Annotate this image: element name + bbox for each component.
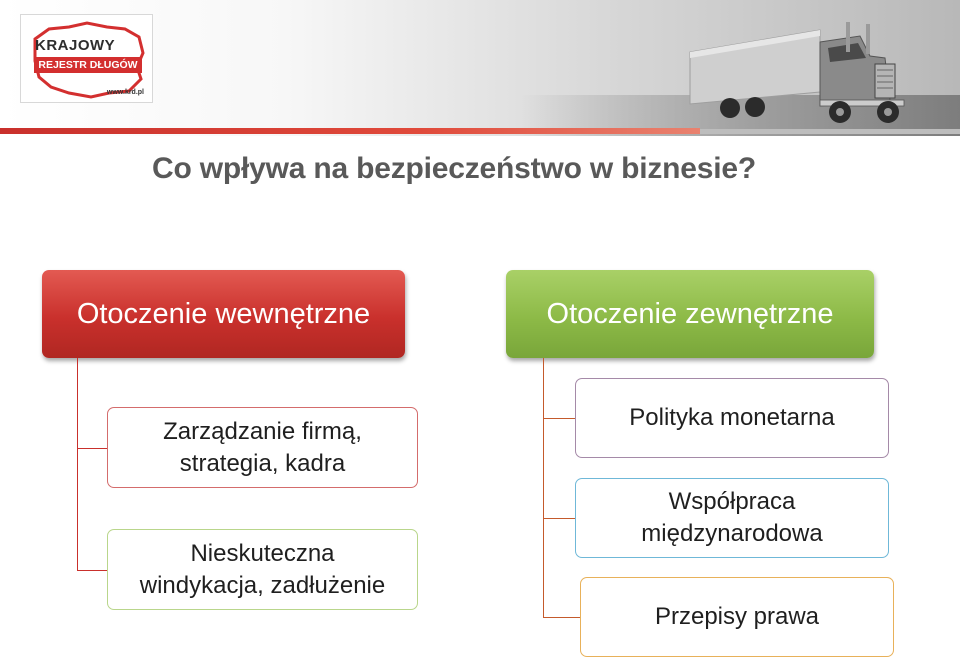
right-connector-2 (543, 518, 575, 519)
left-connector-vertical (77, 358, 78, 570)
internal-item-debt-collection (107, 529, 418, 610)
krd-logo (20, 14, 153, 103)
item-line: międzynarodowa (641, 520, 823, 547)
logo-text-top: KRAJOWY (35, 37, 116, 54)
item-line: Współpraca (668, 488, 796, 515)
right-connector-1 (543, 418, 575, 419)
gray-divider-line (700, 129, 960, 134)
internal-item-management (107, 407, 418, 488)
item-line: windykacja, zadłużenie (139, 571, 386, 599)
item-line: Polityka monetarna (629, 404, 835, 431)
external-item-monetary-policy (575, 378, 889, 458)
right-connector-vertical (543, 358, 544, 618)
left-connector-1 (77, 448, 107, 449)
left-connector-2 (77, 570, 107, 571)
right-connector-3 (543, 617, 580, 618)
header-banner (0, 0, 960, 136)
item-line: Nieskuteczna (190, 539, 335, 567)
item-line: Przepisy prawa (654, 603, 820, 630)
internal-environment-header: Otoczenie wewnętrzne (42, 270, 405, 358)
truck-icon (670, 22, 960, 127)
external-item-law (580, 577, 894, 657)
external-environment-header: Otoczenie zewnętrzne (506, 270, 874, 358)
external-item-international-cooperation (575, 478, 889, 558)
item-line: Zarządzanie firmą, (163, 417, 362, 445)
red-divider-line (0, 128, 700, 134)
logo-text-bar: REJESTR DŁUGÓW (34, 57, 142, 73)
item-line: strategia, kadra (179, 449, 346, 477)
logo-url: www.krd.pl (106, 89, 144, 96)
page-title: Co wpływa na bezpieczeństwo w biznesie? (152, 152, 756, 185)
